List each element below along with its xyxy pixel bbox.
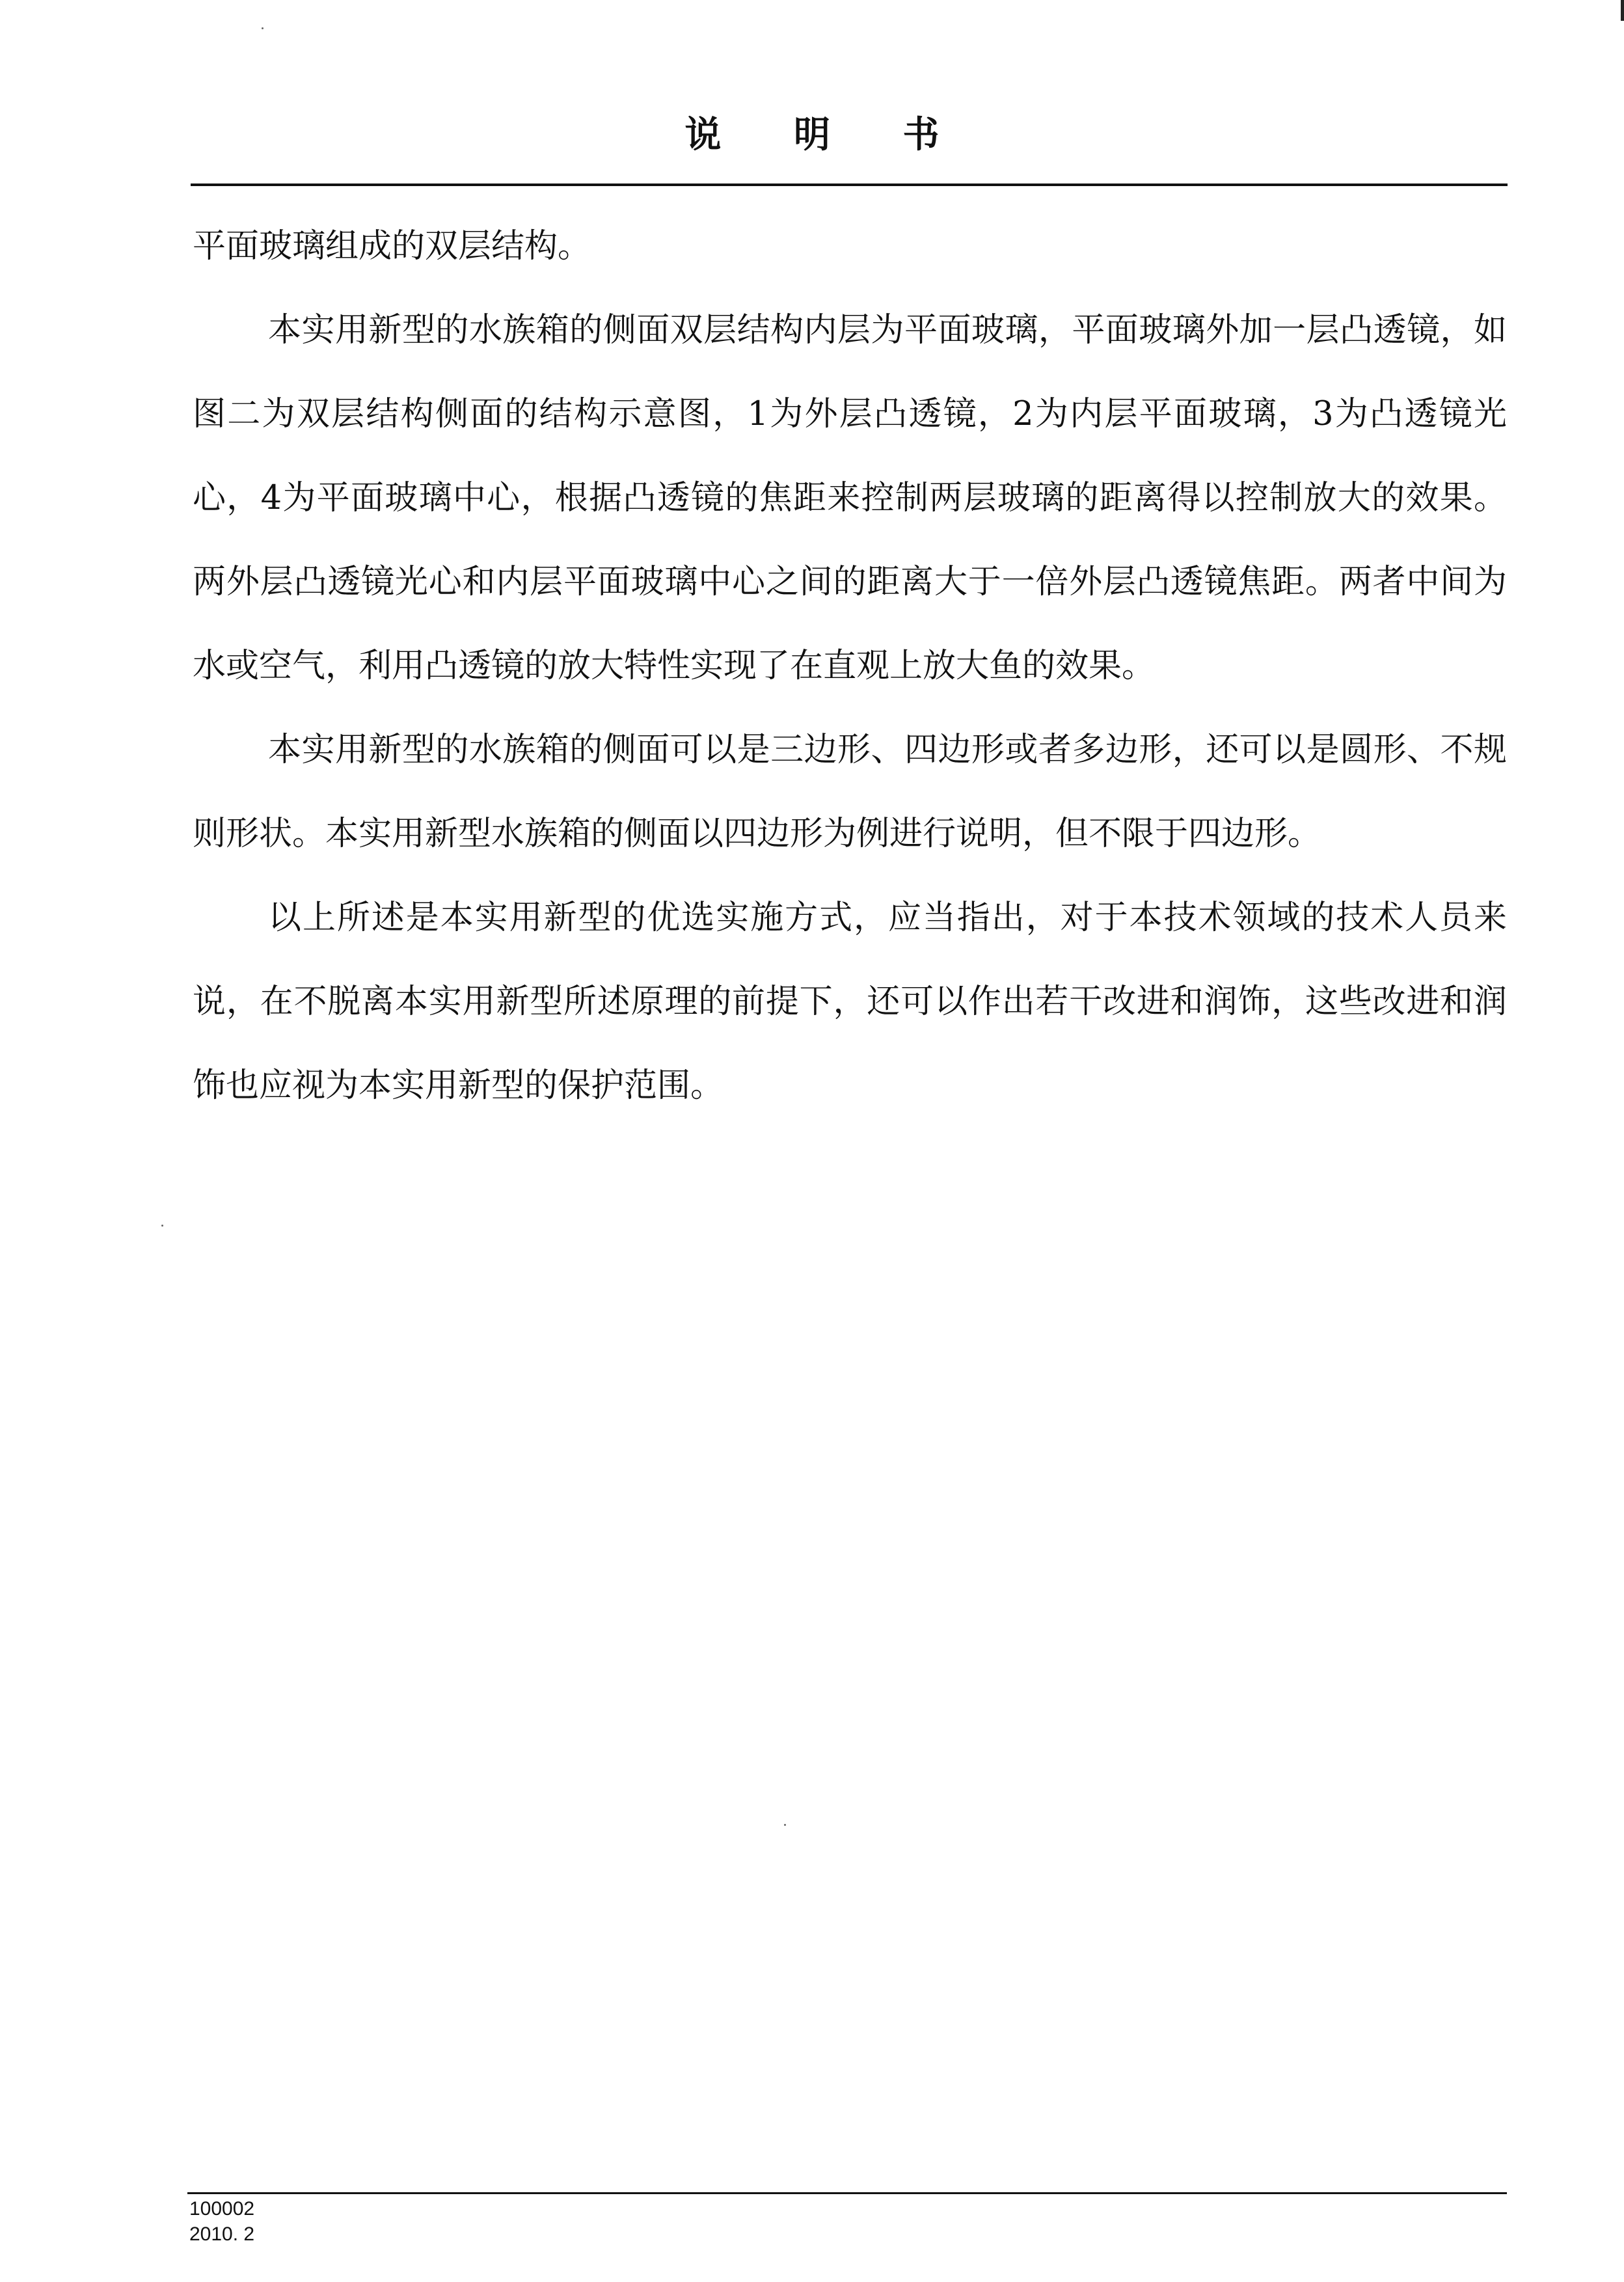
scan-speck xyxy=(262,27,264,29)
footer-form-code: 100002 xyxy=(189,2198,255,2220)
paragraph-scope-statement: 以上所述是本实用新型的优选实施方式，应当指出，对于本技术领域的技术人员来说，在不脱离本实用新型所述原理的前提下，还可以作出若干改进和润饰，这些改进和润饰也应视为本实用新型的保护范围。 xyxy=(193,899,1507,1105)
body-text xyxy=(193,204,1507,1128)
scan-speck xyxy=(161,1225,163,1227)
paragraph-continuation: 平面玻璃组成的双层结构。 xyxy=(193,227,591,265)
paragraph-double-layer-structure: 本实用新型的水族箱的侧面双层结构内层为平面玻璃，平面玻璃外加一层凸透镜，如图二为双层结构侧面的结构示意图，1为外层凸透镜，2为内层平面玻璃，3为凸透镜光心，4为平面玻璃中心，根据凸透镜的焦距来控制两层玻璃的距离得以控制放大的效果。两外层凸透镜光心和内层平面玻璃中心之间的距离大于一倍外层凸透镜焦距。两者中间为水或空气，利用凸透镜的放大特性实现了在直观上放大鱼的效果。 xyxy=(193,311,1507,685)
footer-rule xyxy=(187,2192,1507,2194)
footer-form-date: 2010. 2 xyxy=(189,2223,255,2245)
page-title: 说 明 书 xyxy=(684,114,969,156)
scan-edge-mark xyxy=(1621,0,1624,21)
scan-speck xyxy=(784,1824,786,1826)
paragraph-side-shapes: 本实用新型的水族箱的侧面可以是三边形、四边形或者多边形，还可以是圆形、不规则形状。本实用新型水族箱的侧面以四边形为例进行说明，但不限于四边形。 xyxy=(193,731,1507,853)
header-rule xyxy=(191,183,1508,186)
